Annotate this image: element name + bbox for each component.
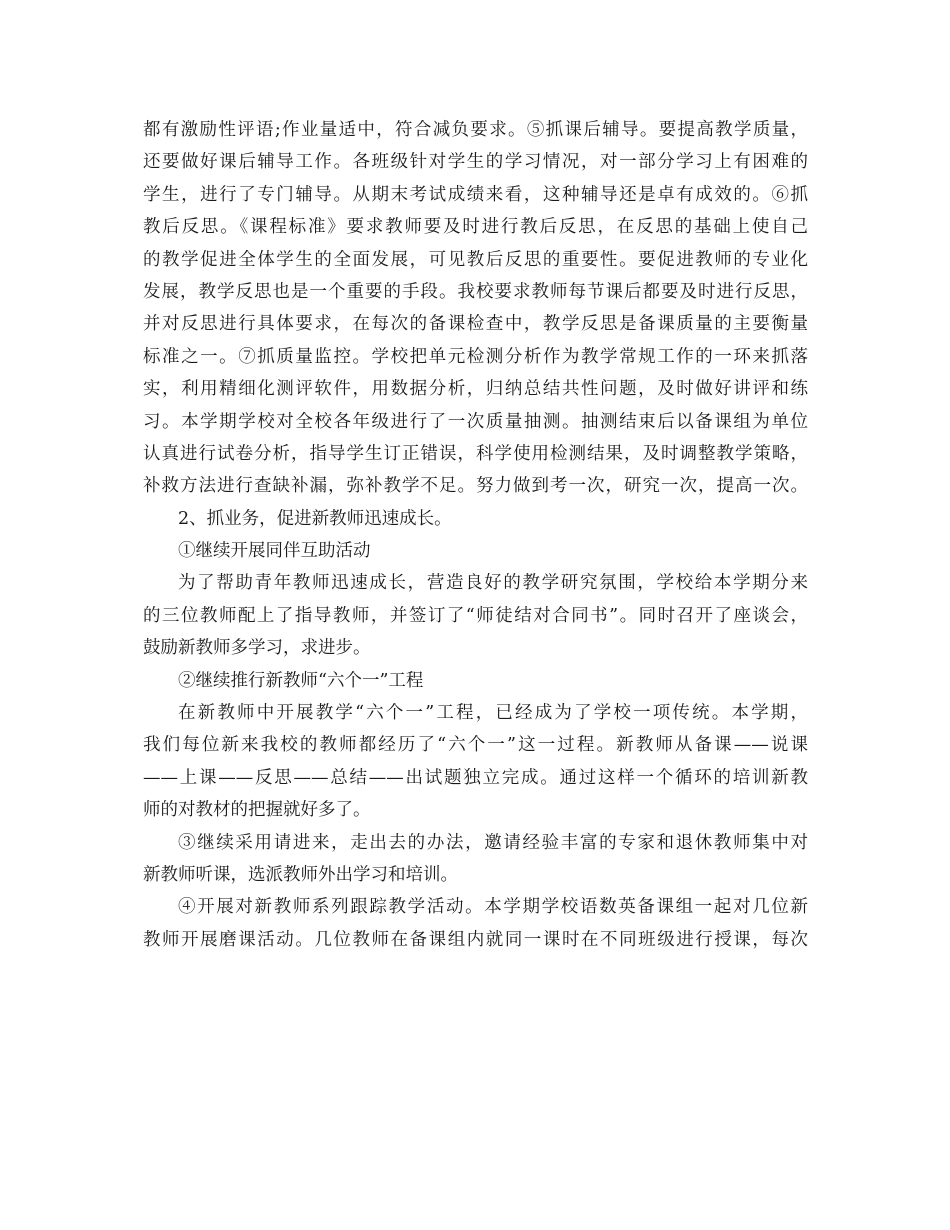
text-line: 还要做好课后辅导工作。各班级针对学生的学习情况，对一部分学习上有困难的 — [143, 152, 808, 173]
text-line: 师的对教材的把握就好多了。 — [143, 800, 371, 821]
text-line: 实，利用精细化测评软件，用数据分析，归纳总结共性问题，及时做好讲评和练 — [143, 379, 808, 400]
text-line: ——上课——反思——总结——出试题独立完成。通过这样一个循环的培训新教 — [143, 767, 808, 788]
text-line: 为了帮助青年教师迅速成长，营造良好的教学研究氛围，学校给本学期分来 — [178, 573, 808, 594]
text-line: 我们每位新来我校的教师都经历了“六个一”这一过程。新教师从备课——说课 — [143, 735, 808, 756]
text-line: 习。本学期学校对全校各年级进行了一次质量抽测。抽测结束后以备课组为单位 — [143, 411, 808, 432]
text-line: 都有激励性评语;作业量适中，符合减负要求。⑤抓课后辅导。要提高教学质量， — [143, 120, 808, 140]
text-line: 标准之一。⑦抓质量监控。学校把单元检测分析作为教学常规工作的一环来抓落 — [143, 346, 808, 367]
text-line: 发展，教学反思也是一个重要的手段。我校要求教师每节课后都要及时进行反思， — [143, 281, 808, 302]
text-line: ④开展对新教师系列跟踪教学活动。本学期学校语数英备课组一起对几位新 — [178, 897, 808, 918]
text-line: 在新教师中开展教学“六个一”工程，已经成为了学校一项传统。本学期， — [178, 703, 808, 724]
text-line: 2、抓业务，促进新教师迅速成长。 — [178, 508, 452, 529]
text-line: ①继续开展同伴互助活动 — [178, 541, 371, 562]
text-line: 鼓励新教师多学习，求进步。 — [143, 638, 371, 659]
text-line: 新教师听课，选派教师外出学习和培训。 — [143, 864, 458, 885]
text-line: 认真进行试卷分析，指导学生订正错误，科学使用检测结果，及时调整教学策略， — [143, 443, 808, 464]
text-line: 并对反思进行具体要求，在每次的备课检查中，教学反思是备课质量的主要衡量 — [143, 314, 808, 335]
text-line: 学生，进行了专门辅导。从期末考试成绩来看，这种辅导还是卓有成效的。⑥抓 — [143, 184, 808, 205]
document-body — [143, 114, 808, 956]
text-line: 补救方法进行查缺补漏，弥补教学不足。努力做到考一次，研究一次，提高一次。 — [143, 476, 808, 497]
text-line: 教师开展磨课活动。几位教师在备课组内就同一课时在不同班级进行授课，每次 — [143, 929, 808, 950]
text-line: 的三位教师配上了指导教师，并签订了“师徒结对合同书”。同时召开了座谈会， — [143, 605, 808, 626]
text-line: ③继续采用请进来，走出去的办法，邀请经验丰富的专家和退休教师集中对 — [178, 832, 808, 853]
text-line: 教后反思。《课程标准》要求教师要及时进行教后反思，在反思的基础上使自己 — [143, 217, 808, 238]
text-line: ②继续推行新教师“六个一”工程 — [178, 670, 424, 691]
text-line: 的教学促进全体学生的全面发展，可见教后反思的重要性。要促进教师的专业化 — [143, 249, 808, 270]
